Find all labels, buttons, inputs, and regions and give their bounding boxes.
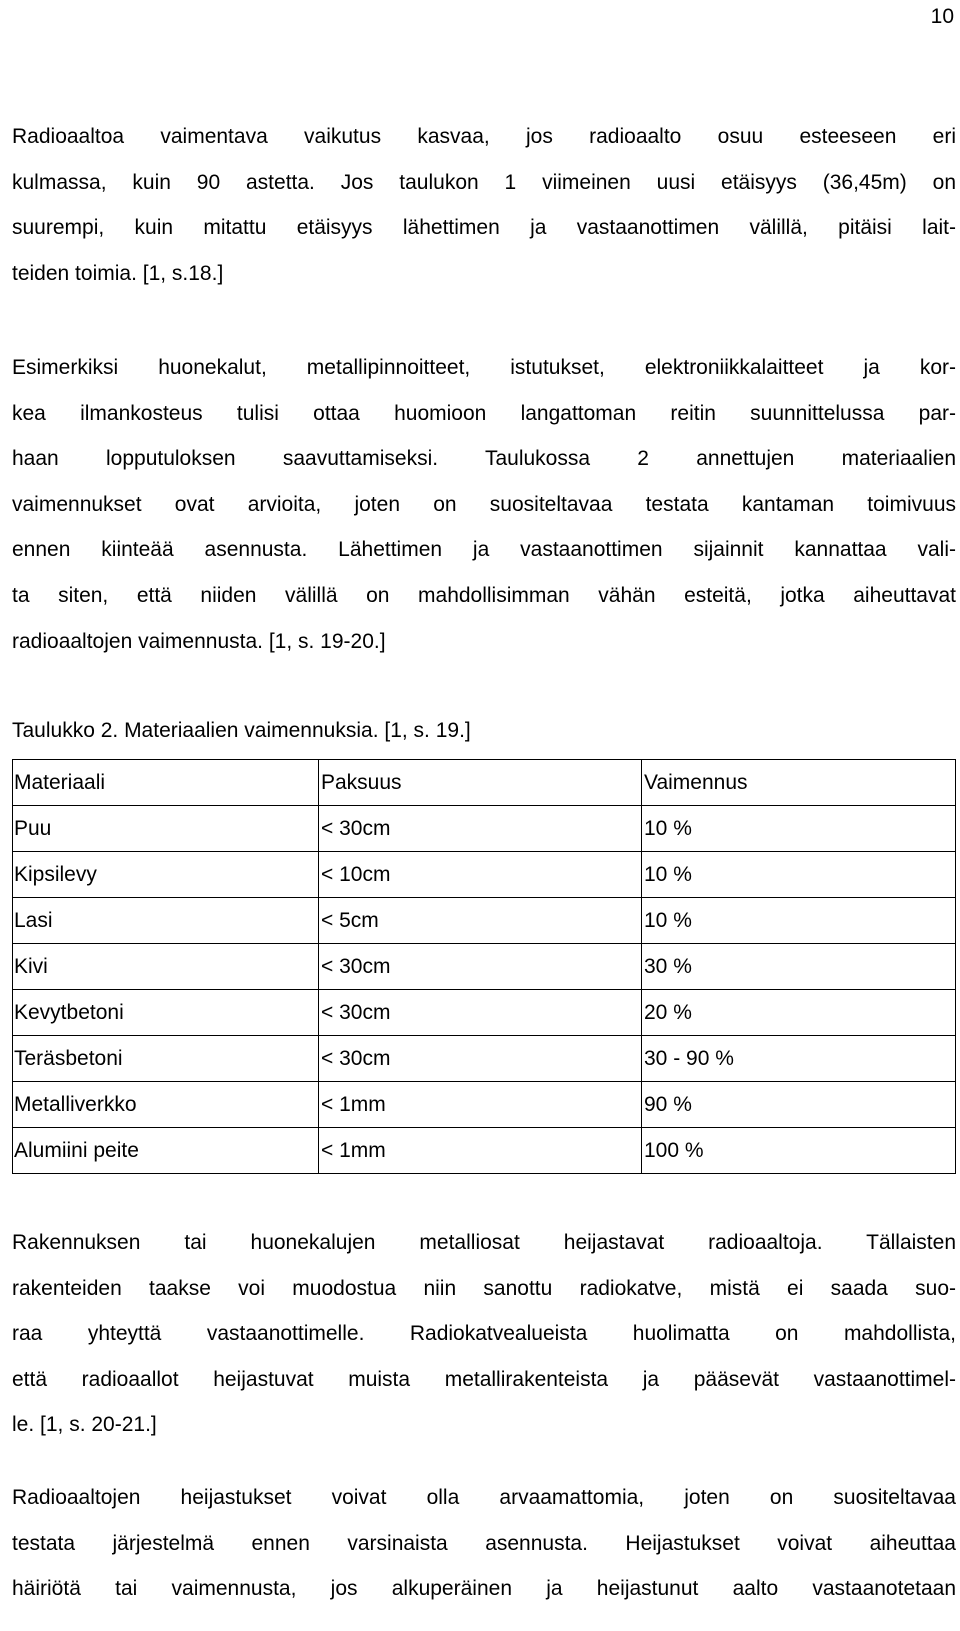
material-cell: Teräsbetoni (13, 1036, 319, 1082)
table-header-cell: Vaimennus (642, 760, 956, 806)
paragraph-line: rakenteiden taakse voi muodostua niin sanottu radiokatve, mistä ei saada suo- (12, 1276, 956, 1300)
thickness-cell: < 30cm (319, 1036, 642, 1082)
material-cell: Puu (13, 806, 319, 852)
paragraph-line: että radioaallot heijastuvat muista metallirakenteista ja pääsevät vastaanottimel- (12, 1367, 956, 1391)
materials-attenuation-table (12, 759, 956, 1174)
paragraph-line: le. [1, s. 20-21.] (12, 1413, 157, 1437)
table-row (13, 852, 956, 898)
thickness-cell: < 30cm (319, 990, 642, 1036)
paragraph-line: suurempi, kuin mitattu etäisyys lähettimen ja vastaanottimen välillä, pitäisi lait- (12, 216, 956, 240)
paragraph-line: ta siten, että niiden välillä on mahdollisimman vähän esteitä, jotka aiheuttavat (12, 583, 956, 607)
material-cell: Kevytbetoni (13, 990, 319, 1036)
paragraph-line: haan lopputuloksen saavuttamiseksi. Taulukossa 2 annettujen materiaalien (12, 447, 956, 471)
paragraph-line: ennen kiinteää asennusta. Lähettimen ja vastaanottimen sijainnit kannattaa vali- (12, 538, 956, 562)
attenuation-cell: 90 % (642, 1082, 956, 1128)
paragraph-unpredictable-reflections (12, 1475, 956, 1612)
thickness-cell: < 10cm (319, 852, 642, 898)
thickness-cell: < 5cm (319, 898, 642, 944)
thickness-cell: < 1mm (319, 1082, 642, 1128)
table-caption: Taulukko 2. Materiaalien vaimennuksia. [1, s. 19.] (12, 719, 471, 742)
paragraph-line: Radioaaltojen heijastukset voivat olla arvaamattomia, joten on suositeltavaa (12, 1486, 956, 1509)
paragraph-line: häiriötä tai vaimennusta, jos alkuperäinen ja heijastunut aalto vastaanotetaan (12, 1577, 956, 1601)
table-header-row (13, 760, 956, 806)
material-cell: Kipsilevy (13, 852, 319, 898)
paragraph-line: raa yhteyttä vastaanottimelle. Radiokatvealueista huolimatta on mahdollista, (12, 1322, 956, 1346)
paragraph-line: Rakennuksen tai huonekalujen metalliosat heijastavat radioaaltoja. Tällaisten (12, 1231, 956, 1254)
attenuation-cell: 10 % (642, 806, 956, 852)
paragraph-line: Esimerkiksi huonekalut, metallipinnoitteet, istutukset, elektroniikkalaitteet ja kor- (12, 356, 956, 379)
thickness-cell: < 30cm (319, 944, 642, 990)
attenuation-cell: 30 - 90 % (642, 1036, 956, 1082)
table-row (13, 944, 956, 990)
paragraph-metal-reflections (12, 1220, 956, 1448)
attenuation-cell: 30 % (642, 944, 956, 990)
table-header-cell: Materiaali (13, 760, 319, 806)
paragraph-line: kea ilmankosteus tulisi ottaa huomioon langattoman reitin suunnittelussa par- (12, 401, 956, 425)
table-row (13, 1128, 956, 1174)
paragraph-line: teiden toimia. [1, s.18.] (12, 261, 224, 285)
paragraph-line: Radioaaltoa vaimentava vaikutus kasvaa, jos radioaalto osuu esteeseen eri (12, 125, 956, 148)
thickness-cell: < 30cm (319, 806, 642, 852)
material-cell: Lasi (13, 898, 319, 944)
table-row (13, 898, 956, 944)
table-header-cell: Paksuus (319, 760, 642, 806)
table-row (13, 1036, 956, 1082)
paragraph-obstacles (12, 345, 956, 664)
attenuation-cell: 20 % (642, 990, 956, 1036)
paragraph-line: vaimennukset ovat arvioita, joten on suositeltavaa testata kantaman toimivuus (12, 492, 956, 516)
attenuation-cell: 100 % (642, 1128, 956, 1174)
page-number: 10 (930, 5, 954, 28)
thickness-cell: < 1mm (319, 1128, 642, 1174)
material-cell: Alumiini peite (13, 1128, 319, 1174)
paragraph-line: radioaaltojen vaimennusta. [1, s. 19-20.] (12, 629, 386, 653)
table-row (13, 806, 956, 852)
attenuation-cell: 10 % (642, 852, 956, 898)
paragraph-line: testata järjestelmä ennen varsinaista asennusta. Heijastukset voivat aiheuttaa (12, 1531, 956, 1555)
paragraph-radio-attenuation (12, 114, 956, 296)
paragraph-line: kulmassa, kuin 90 astetta. Jos taulukon 1 viimeinen uusi etäisyys (36,45m) on (12, 170, 956, 194)
material-cell: Metalliverkko (13, 1082, 319, 1128)
material-cell: Kivi (13, 944, 319, 990)
table-row (13, 990, 956, 1036)
attenuation-cell: 10 % (642, 898, 956, 944)
table-row (13, 1082, 956, 1128)
